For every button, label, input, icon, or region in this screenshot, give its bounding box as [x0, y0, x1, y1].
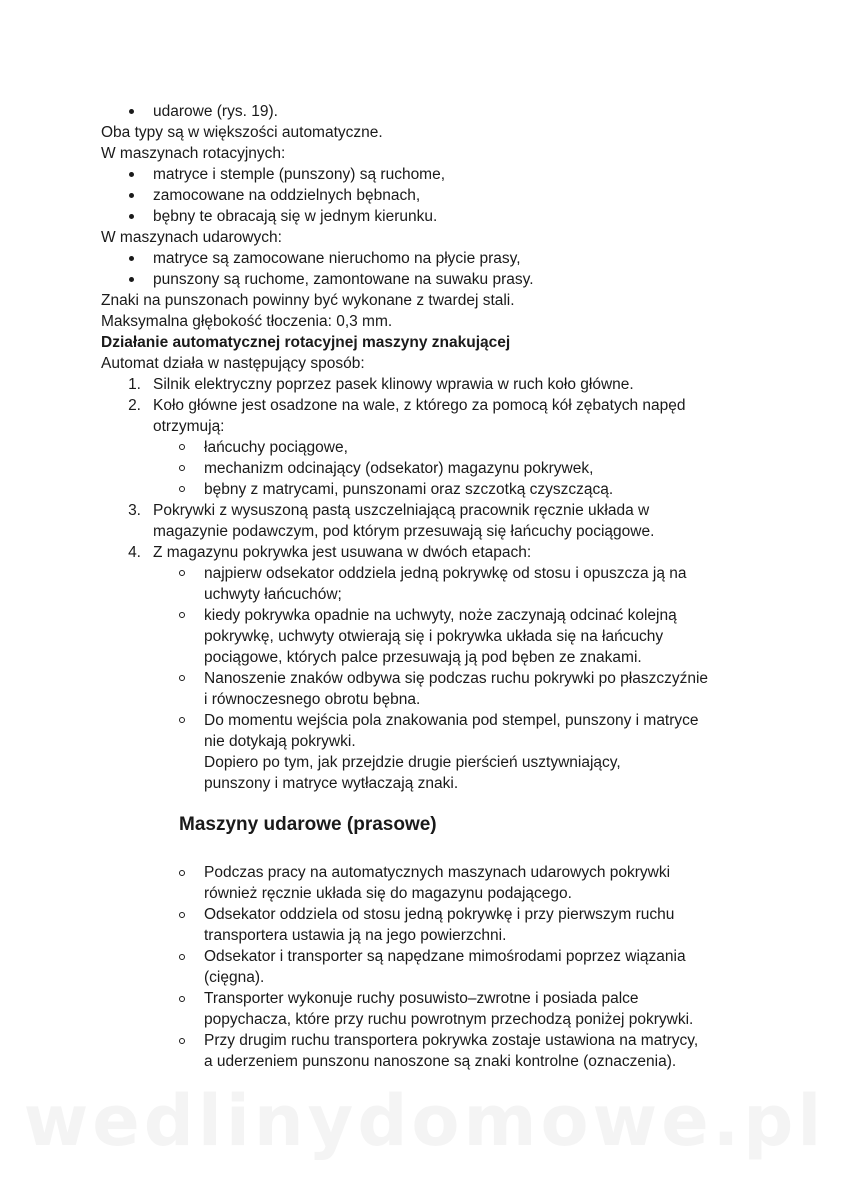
bullet-dot	[129, 256, 134, 261]
bullet-dot	[129, 193, 134, 198]
paragraph-znaki: Znaki na punszonach powinny być wykonane z twardej stali.	[101, 292, 515, 309]
sub-bullet	[179, 675, 185, 681]
udarowe-item: Podczas pracy na automatycznych maszynach udarowych pokrywki	[204, 864, 671, 881]
udarowe-item: Przy drugim ruchu transportera pokrywka zostaje ustawiona na matrycy,	[204, 1032, 699, 1049]
sub-bullet	[179, 954, 185, 960]
sub-bullet	[179, 612, 185, 618]
step-sub-item: uchwyty łańcuchów;	[204, 586, 342, 603]
step-text: Koło główne jest osadzone na wale, z którego za pomocą kół zębatych napęd	[153, 397, 686, 414]
step-number: 2.	[128, 397, 141, 414]
section-heading: Działanie automatycznej rotacyjnej maszyny znakującej	[101, 334, 511, 351]
step-sub-item: punszony i matryce wytłaczają znaki.	[204, 775, 459, 792]
step-text: magazynie podawczym, pod którym przesuwają się łańcuchy pociągowe.	[153, 523, 655, 540]
udarowe-item: Transporter wykonuje ruchy posuwisto–zwrotne i posiada palce	[204, 990, 639, 1007]
ud-item: punszony są ruchome, zamontowane na suwaku prasy.	[153, 271, 534, 288]
sub-bullet	[179, 570, 185, 576]
udarowe-item: również ręcznie układa się do magazynu podającego.	[204, 885, 572, 902]
paragraph-glebokosc: Maksymalna głębokość tłoczenia: 0,3 mm.	[101, 313, 393, 330]
sub-bullet	[179, 996, 185, 1002]
section-heading-2: Maszyny udarowe (prasowe)	[179, 814, 437, 835]
step-sub-item: łańcuchy pociągowe,	[204, 439, 348, 456]
step-sub-item: kiedy pokrywka opadnie na uchwyty, noże zaczynają odcinać kolejną	[204, 607, 677, 624]
step-sub-item: pokrywkę, uchwyty otwierają się i pokrywka układa się na łańcuchy	[204, 628, 664, 645]
udarowe-item: popychacza, które przy ruchu powrotnym przechodzą poniżej pokrywki.	[204, 1011, 694, 1028]
step-text: otrzymują:	[153, 418, 225, 435]
sub-bullet	[179, 444, 185, 450]
ud-item: matryce są zamocowane nieruchomo na płycie prasy,	[153, 250, 521, 267]
bullet-dot	[129, 214, 134, 219]
udarowe-item: a uderzeniem punszonu nanoszone są znaki kontrolne (oznaczenia).	[204, 1053, 677, 1070]
bullet-dot	[129, 172, 134, 177]
sub-bullet	[179, 870, 185, 876]
step-sub-item: nie dotykają pokrywki.	[204, 733, 356, 750]
bullet-udarowe: udarowe (rys. 19).	[153, 103, 278, 120]
sub-bullet	[179, 717, 185, 723]
rot-item: zamocowane na oddzielnych bębnach,	[153, 187, 421, 204]
bullet-dot	[129, 109, 134, 114]
step-sub-item: bębny z matrycami, punszonami oraz szczotką czyszczącą.	[204, 481, 614, 498]
step-sub-item: Nanoszenie znaków odbywa się podczas ruchu pokrywki po płaszczyźnie	[204, 670, 709, 687]
step-sub-item: mechanizm odcinający (odsekator) magazynu pokrywek,	[204, 460, 594, 477]
step-number: 4.	[128, 544, 141, 561]
watermark: wedlinydomowe.pl	[23, 1080, 826, 1162]
step-sub-item: i równoczesnego obrotu bębna.	[204, 691, 421, 708]
step-number: 3.	[128, 502, 141, 519]
udarowe-item: Odsekator i transporter są napędzane mimośrodami poprzez wiązania	[204, 948, 686, 965]
udarowe-item: (cięgna).	[204, 969, 265, 986]
step-text: Z magazynu pokrywka jest usuwana w dwóch etapach:	[153, 544, 532, 561]
step-sub-item: Do momentu wejścia pola znakowania pod stempel, punszony i matryce	[204, 712, 699, 729]
paragraph-oba: Oba typy są w większości automatyczne.	[101, 124, 383, 141]
step-sub-item: pociągowe, których palce przesuwają ją pod bęben ze znakami.	[204, 649, 642, 666]
udarowe-item: Odsekator oddziela od stosu jedną pokrywkę i przy pierwszym ruchu	[204, 906, 675, 923]
bullet-dot	[129, 277, 134, 282]
rot-item: matryce i stemple (punszony) są ruchome,	[153, 166, 446, 183]
step-sub-item: Dopiero po tym, jak przejdzie drugie pierścień usztywniający,	[204, 754, 621, 771]
section-intro: Automat działa w następujący sposób:	[101, 355, 365, 372]
sub-bullet	[179, 1038, 185, 1044]
step-text: Pokrywki z wysuszoną pastą uszczelniającą pracownik ręcznie układa w	[153, 502, 650, 519]
sub-bullet	[179, 465, 185, 471]
rot-item: bębny te obracają się w jednym kierunku.	[153, 208, 438, 225]
sub-bullet	[179, 486, 185, 492]
udarowe-item: transportera ustawia ją na jego powierzchni.	[204, 927, 507, 944]
step-number: 1.	[128, 376, 141, 393]
step-sub-item: najpierw odsekator oddziela jedną pokrywkę od stosu i opuszcza ją na	[204, 565, 687, 582]
paragraph-rot-intro: W maszynach rotacyjnych:	[101, 145, 286, 162]
step-text: Silnik elektryczny poprzez pasek klinowy wprawia w ruch koło główne.	[153, 376, 634, 393]
sub-bullet	[179, 912, 185, 918]
paragraph-ud-intro: W maszynach udarowych:	[101, 229, 282, 246]
